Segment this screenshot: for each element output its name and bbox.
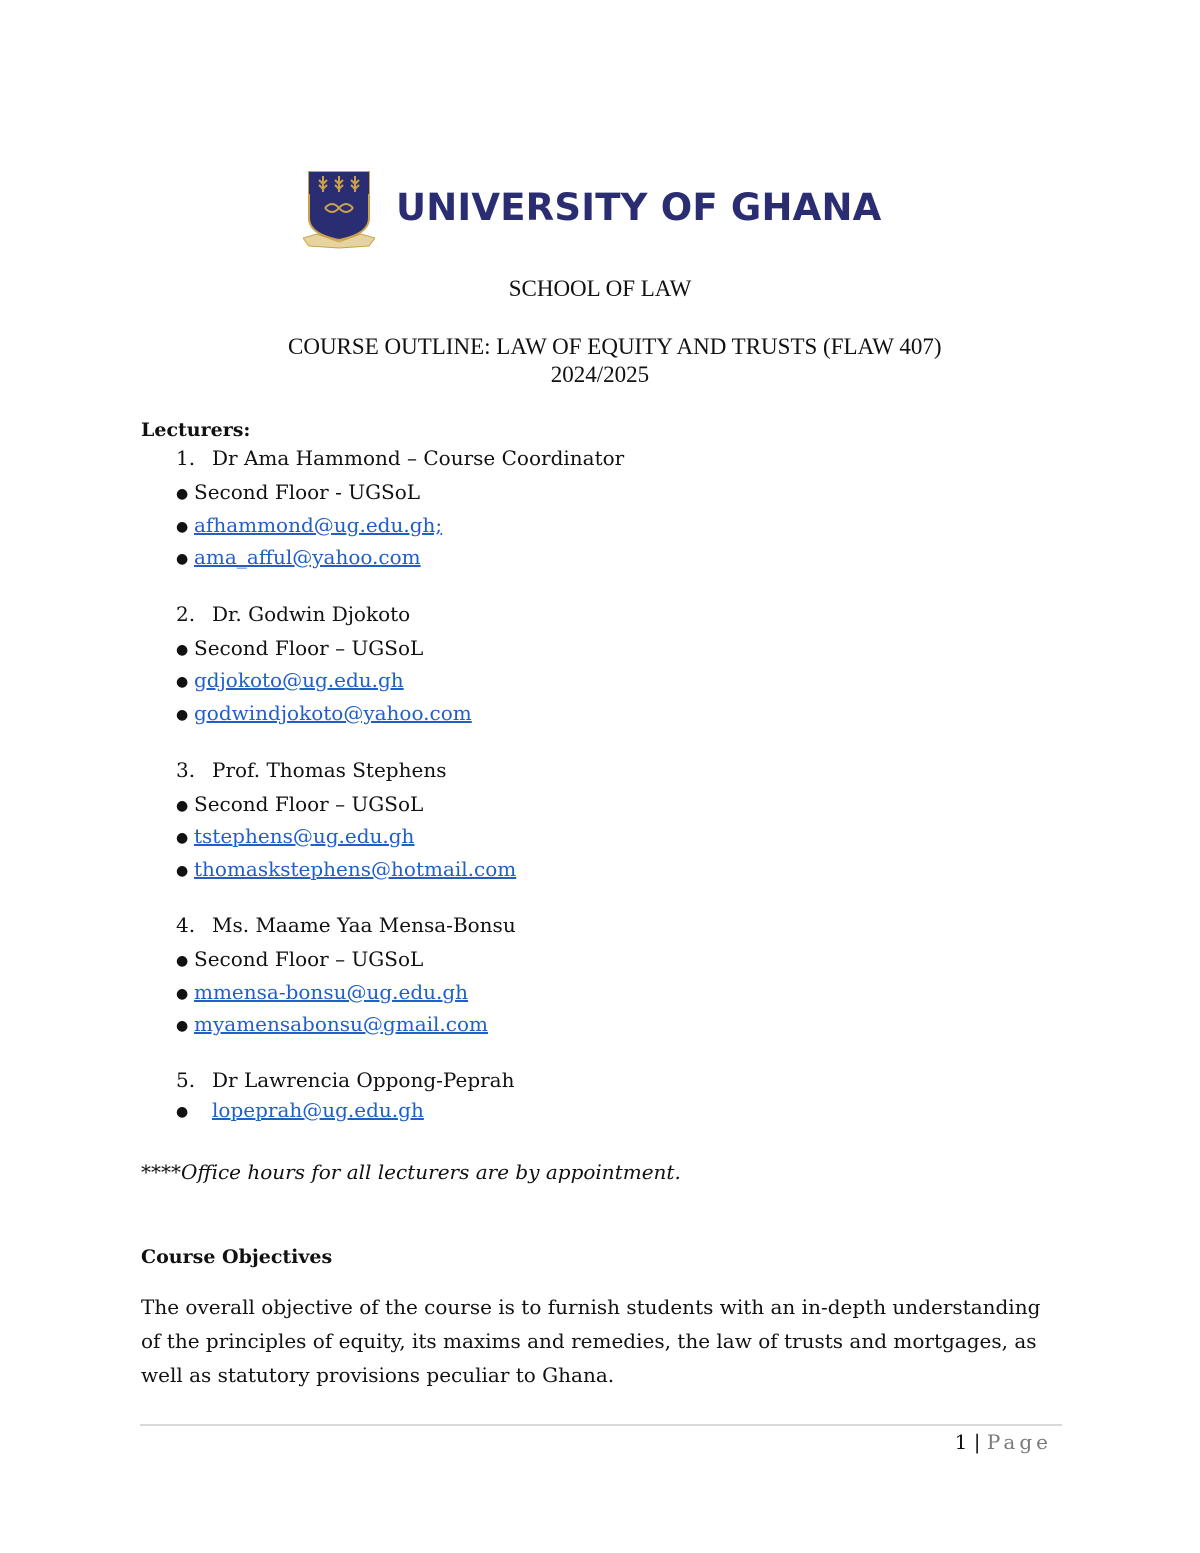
lecturer-name: 5. Dr Lawrencia Oppong-Peprah [176,1068,515,1092]
objectives-heading: Course Objectives [141,1246,333,1268]
list-item: ● Second Floor - UGSoL [176,480,421,504]
list-item [176,545,421,569]
bullet-icon: ● [176,641,189,658]
bullet-icon: ● [176,862,189,879]
list-item: ● Second Floor – UGSoL [176,947,424,971]
list-item [176,980,468,1004]
bullet-icon: ● [176,797,189,814]
email-link[interactable]: mmensa-bonsu@ug.edu.gh [194,980,469,1004]
office-hours-note: ****Office hours for all lecturers are by appointment. [141,1160,681,1184]
lecturer-name: 4. Ms. Maame Yaa Mensa-Bonsu [176,913,516,937]
course-title: COURSE OUTLINE: LAW OF EQUITY AND TRUSTS (FLAW 407) [288,334,942,359]
list-item [176,1098,424,1122]
page-separator: | [973,1430,981,1454]
list-item [176,701,472,725]
university-logo [303,168,882,250]
school-name: SCHOOL OF LAW [508,276,692,301]
footer-divider [140,1424,1062,1426]
bullet-icon: ● [176,952,189,969]
list-item [176,668,404,692]
list-item [176,857,516,881]
email-link[interactable]: tstephens@ug.edu.gh [194,824,415,848]
email-link[interactable]: godwindjokoto@yahoo.com [194,701,472,725]
lecturers-heading: Lecturers: [141,419,251,441]
page-label: Page [986,1430,1052,1454]
email-link[interactable]: myamensabonsu@gmail.com [194,1012,488,1036]
bullet-icon: ● [176,706,189,723]
bullet-icon: ● [176,485,189,502]
academic-year: 2024/2025 [550,362,650,387]
page-number: 1 [954,1430,968,1454]
list-item [176,513,442,537]
bullet-icon: ● [176,829,189,846]
bullet-icon: ● [176,985,189,1002]
lecturer-name: 3. Prof. Thomas Stephens [176,758,447,782]
bullet-icon: ● [176,1103,189,1120]
bullet-icon: ● [176,518,189,535]
email-link[interactable]: gdjokoto@ug.edu.gh [194,668,404,692]
list-item: ● Second Floor – UGSoL [176,792,424,816]
lecturer-name: 2. Dr. Godwin Djokoto [176,602,411,626]
lecturer-name: 1. Dr Ama Hammond – Course Coordinator [176,446,625,470]
email-link[interactable]: ama_afful@yahoo.com [194,545,421,569]
page-footer [955,1430,1052,1454]
list-item [176,1012,488,1036]
email-link[interactable]: lopeprah@ug.edu.gh [212,1098,424,1122]
bullet-icon: ● [176,673,189,690]
university-wordmark: UNIVERSITY OF GHANA [396,186,882,229]
list-item [176,824,414,848]
bullet-icon: ● [176,1017,189,1034]
email-link[interactable]: thomaskstephens@hotmail.com [194,857,517,881]
bullet-icon: ● [176,550,189,567]
list-item: ● Second Floor – UGSoL [176,636,424,660]
university-crest-icon [303,168,375,250]
email-link[interactable]: afhammond@ug.edu.gh; [194,513,443,537]
objectives-paragraph: The overall objective of the course is to furnish students with an in-depth understanding of the principles of equity, its maxims and remedies, the law of trusts and mortgages, as well as statutory provisions peculiar to Ghana. [141,1295,1041,1387]
